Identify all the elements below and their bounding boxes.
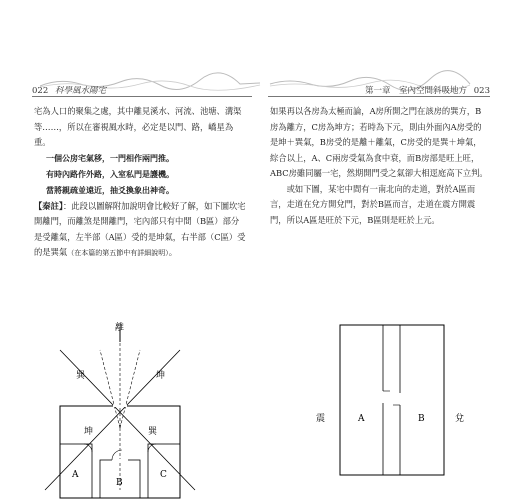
floor-plan-left (60, 323, 260, 500)
poem-line-3: 當將親疏並遠近，抽爻換象出神奇。 (46, 185, 174, 195)
header-rule-left (32, 96, 252, 97)
label-room-a: A (72, 470, 79, 480)
floor-plan-right (300, 325, 470, 485)
label-li-top: 離 (115, 323, 125, 333)
corridor-paragraph: 或如下圖，某宅中間有一南北向的走道，對於A區而言，走道在兌方開兌門，對於B區而言，走道在震方開震門，所以A區是旺於下元，B區則是旺於上元。 (270, 183, 476, 225)
label-zhen: 震 (316, 414, 326, 424)
chapter-title: 第一章 室內空間斜吸地方 (365, 86, 468, 96)
sight-line-right (120, 350, 140, 428)
right-page-number: 023 (473, 86, 490, 96)
poem-line-1: 一個公房宅氣移，一門相作兩門推。 (46, 153, 174, 163)
right-page-body (270, 104, 488, 228)
room-analysis-paragraph: 如果再以各房為太極而論，A房所開之門在該房的巽方，B房為離方，C房為坤方；若時為下元，則由外面內A房受的是坤＋巽氣，B房受的是離＋離氣，C房受的是巽＋坤氣，綜合以上，A、C兩房受氣為食中衰，而B房部是旺上旺，ABC房雖同屬一宅，然期開門受之氣卻大相逕庭高下立判。 (270, 106, 488, 178)
door-b-swing (112, 450, 122, 460)
header-rule-right (268, 96, 490, 97)
note-small-text: （在本篇的第五節中有詳細說明） (67, 249, 169, 257)
label-kun-upper: 坤 (156, 371, 166, 381)
house-outline-right (340, 325, 444, 475)
left-page-body (34, 104, 246, 262)
note-end: 。 (168, 247, 178, 257)
label-room-a-right: A (358, 414, 365, 424)
label-room-b: B (116, 478, 123, 488)
label-room-c: C (160, 470, 167, 480)
poem-line-2: 有時內路作外路，入室私門是護機。 (46, 169, 174, 179)
intro-paragraph: 宅為人口的聚集之處，其中離見溪水、河流、池塘、溝渠等……，所以在審視風水時，必定是以門、路，嶠星為重。 (34, 106, 242, 147)
note-paragraph (34, 199, 246, 262)
book-title: 科學風水陽宅 (54, 86, 106, 96)
note-label: 【秦註】 (34, 200, 64, 211)
label-dui: 兌 (455, 414, 465, 424)
label-room-b-right: B (418, 414, 425, 424)
label-kun-mid: 坤 (84, 427, 94, 437)
sight-line-left (100, 350, 120, 428)
label-xun-mid: 巽 (148, 427, 158, 437)
note-text: ：此段以圖解附加說明會比較好了解，如下圖坎宅開離門，而離煞是開離門，宅內部只有中間（B區）部分是受離氣，左半部（A區）受的是坤氣，右半部（C區）受的是巽氣 (34, 200, 246, 257)
label-xun-upper: 巽 (76, 371, 86, 381)
left-page-number: 022 (32, 86, 49, 96)
